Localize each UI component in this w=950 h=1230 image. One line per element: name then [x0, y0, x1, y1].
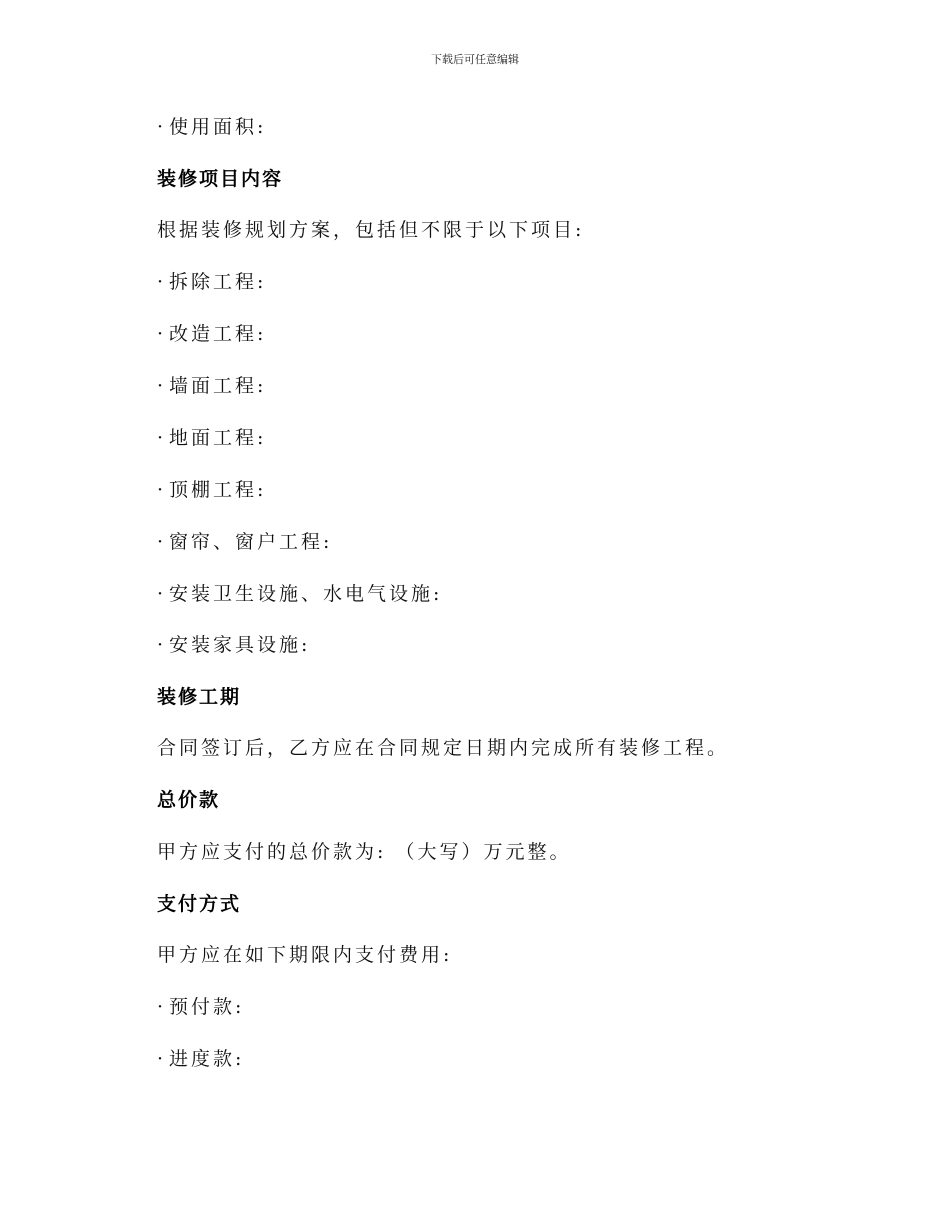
bullet-text: 预付款:: [169, 996, 245, 1018]
bullet-mark: ·: [157, 323, 164, 345]
bullet-text: 改造工程:: [169, 323, 267, 345]
bullet-mark: ·: [157, 427, 164, 449]
section-heading-duration: 装修工期: [157, 686, 242, 708]
bullet-demolition: [157, 270, 266, 294]
bullet-curtains-windows: [157, 530, 332, 554]
bullet-remodeling: [157, 322, 266, 346]
paragraph-duration: 合同签订后，乙方应在合同规定日期内完成所有装修工程。: [157, 737, 730, 759]
bullet-floors: [157, 426, 266, 450]
bullet-mark: ·: [157, 531, 164, 553]
bullet-text: 安装卫生设施、水电气设施:: [169, 583, 443, 605]
page-header-note: 下载后可任意编辑: [431, 53, 519, 66]
bullet-mark: ·: [157, 375, 164, 397]
bullet-text: 安装家具设施:: [169, 634, 311, 656]
bullet-usable-area: [157, 115, 266, 139]
bullet-mark: ·: [157, 116, 164, 138]
paragraph-payment-intro: 甲方应在如下期限内支付费用:: [157, 944, 453, 966]
bullet-furniture: [157, 633, 310, 657]
paragraph-total-price: 甲方应支付的总价款为: （大写）万元整。: [157, 841, 572, 863]
bullet-mark: ·: [157, 479, 164, 501]
bullet-mark: ·: [157, 583, 164, 605]
bullet-text: 窗帘、窗户工程:: [169, 531, 333, 553]
bullet-text: 顶棚工程:: [169, 479, 267, 501]
bullet-text: 地面工程:: [169, 427, 267, 449]
section-heading-total-price: 总价款: [157, 789, 221, 811]
bullet-walls: [157, 374, 266, 398]
bullet-text: 拆除工程:: [169, 271, 267, 293]
bullet-mark: ·: [157, 271, 164, 293]
bullet-mark: ·: [157, 996, 164, 1018]
paragraph-items-intro: 根据装修规划方案，包括但不限于以下项目:: [157, 219, 585, 241]
bullet-text: 进度款:: [169, 1048, 245, 1070]
bullet-text: 使用面积:: [169, 116, 267, 138]
section-heading-payment-method: 支付方式: [157, 893, 242, 915]
bullet-advance-payment: [157, 995, 244, 1019]
bullet-sanitary-utilities: [157, 582, 442, 606]
bullet-mark: ·: [157, 1048, 164, 1070]
bullet-mark: ·: [157, 634, 164, 656]
section-heading-renovation-items: 装修项目内容: [157, 168, 284, 190]
bullet-ceiling: [157, 478, 266, 502]
bullet-progress-payment: [157, 1047, 244, 1071]
bullet-text: 墙面工程:: [169, 375, 267, 397]
